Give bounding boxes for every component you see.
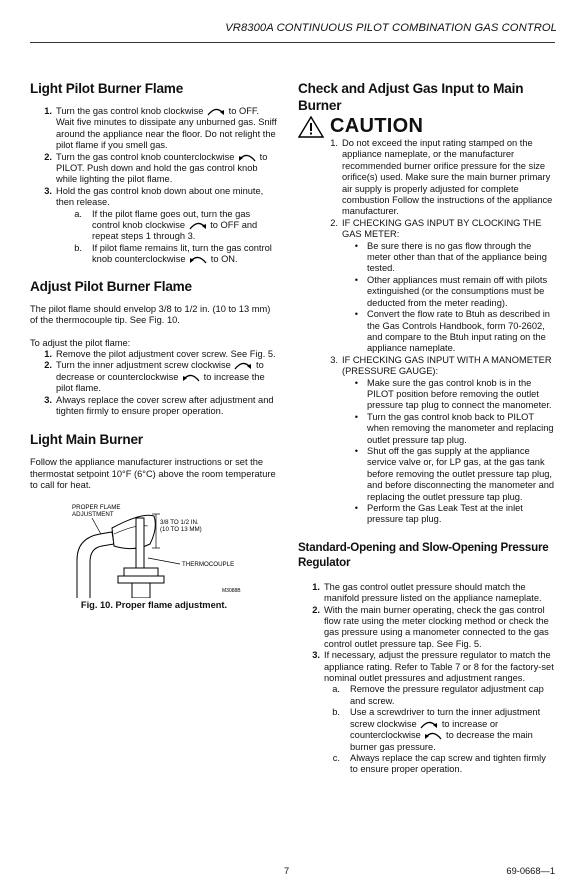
bullet-item: • Be sure there is no gas flow through the meter other than that of the appliance being tested. [354, 240, 547, 274]
list-item: 3. If necessary, adjust the pressure regulator to match the appliance rating. Refer to Table 7 or 8 for the factory-set nominal outlet pressures and adjustment ranges. [312, 650, 554, 684]
figure-code: M3088B [222, 588, 241, 594]
list-item: 3. Always replace the cover screw after adjustment and tighten firmly to ensure proper operation. [44, 394, 274, 416]
light-main-text: Follow the appliance manufacturer instructions or set the thermostat setpoint 10°F (6°C) above the room temperature to call for heat. [30, 457, 276, 491]
clockwise-arrow-icon [206, 107, 226, 116]
left-column [30, 80, 278, 492]
bullet-item: • Other appliances must remain off with pilots extinguished (or the consumptions must be deducted from the meter reading). [354, 274, 548, 308]
counterclockwise-arrow-icon [188, 255, 208, 264]
adjust-pilot-heading: Adjust Pilot Burner Flame [30, 278, 192, 294]
list-item: 2. IF CHECKING GAS INPUT BY CLOCKING THE GAS METER: [330, 217, 542, 240]
warning-triangle-icon [298, 116, 324, 138]
check-gas-heading: Check and Adjust Gas Input to Main Burner [298, 81, 524, 113]
clockwise-arrow-icon [188, 221, 208, 230]
bullet-item: • Perform the Gas Leak Test at the inlet pressure tap plug. [354, 503, 523, 525]
sub-item: c. Always replace the cap screw and tighten firmly to ensure proper operation. [332, 752, 546, 775]
figure-label-thermocouple: THERMOCOUPLE [182, 561, 235, 568]
sub-item: a. Remove the pressure regulator adjustment cap and screw. [332, 684, 544, 706]
caution-label: CAUTION [330, 115, 424, 138]
list-item: 3. Hold the gas control knob down about one minute, then release. [44, 185, 264, 208]
adjust-pilot-intro: The pilot flame should envelop 3/8 to 1/2 in. (10 to 13 mm) of the thermocouple tip. See Fig. 10. [30, 303, 271, 326]
flame-adjustment-figure [62, 498, 262, 598]
adjust-pilot-lead: To adjust the pilot flame: [30, 337, 131, 348]
right-column [298, 80, 556, 776]
list-item: 1. The gas control outlet pressure should match the manifold pressure listed on the appliance nameplate. [312, 581, 542, 604]
list-item: 1. Turn the gas control knob clockwise to OFF. Wait five minutes to dissipate any unburned gas. Sniff around the appliance near the floor. Do not relight the pilot flame if you smell gas. [44, 106, 277, 151]
list-item: 1. Remove the pilot adjustment cover screw. See Fig. 5. [44, 348, 276, 359]
regulator-heading: Standard-Opening and Slow-Opening Pressure Regulator [298, 540, 549, 569]
caution-block [298, 116, 556, 138]
figure-label-flame-2: ADJUSTMENT [72, 511, 114, 518]
bullet-item: • Turn the gas control knob back to PILOT when removing the manometer and replacing outlet pressure tap plug. [354, 411, 554, 445]
counterclockwise-arrow-icon [181, 373, 201, 382]
clockwise-arrow-icon [233, 361, 253, 370]
list-item: 2. With the main burner operating, check the gas control flow rate using the meter clocking method or check the gas pressure using a manometer connected to the gas control outlet pressure tap. See Fig. 5. [312, 604, 549, 649]
figure-caption: Fig. 10. Proper flame adjustment. [80, 600, 228, 610]
figure-label-size-1: 3/8 TO 1/2 IN. [160, 519, 199, 526]
list-item: 2. Turn the gas control knob counterclockwise to PILOT. Push down and hold the gas control knob while lighting the pilot flame. [44, 151, 268, 185]
page-number: 7 [284, 866, 290, 876]
list-item: 1. Do not exceed the input rating stamped on the appliance nameplate, or the manufacturer recommended burner orifice pressure for the size orifice(s) used. Make sure the main burner primary air supply is properly adjusted for complete combustion Follow the instructions of the appliance manufacturer. [330, 138, 553, 217]
light-main-heading: Light Main Burner [30, 432, 143, 448]
header-rule [30, 42, 555, 43]
sub-item: b. Use a screwdriver to turn the inner adjustment screw clockwise to increase or counterclockwise to decrease the main burner gas pressure. [332, 707, 541, 752]
bullet-item: • Make sure the gas control knob is in the PILOT position before removing the outlet pressure tap plug to connect the manometer. [354, 377, 552, 411]
bullet-item: • Shut off the gas supply at the appliance service valve or, for LP gas, at the gas tank before removing the outlet pressure tap plug, and before disconnecting the manometer and replacing the outlet pressure tap plug. [354, 445, 555, 502]
clockwise-arrow-icon [419, 720, 439, 729]
list-item: 3. IF CHECKING GAS INPUT WITH A MANOMETER (PRESSURE GAUGE): [330, 354, 552, 377]
sub-item: b. If pilot flame remains lit, turn the gas control knob counterclockwise to ON. [74, 242, 272, 265]
counterclockwise-arrow-icon [423, 731, 443, 740]
sub-item: a. If the pilot flame goes out, turn the gas control knob clockwise to OFF and repeat steps 1 through 3. [74, 208, 258, 242]
figure-label-flame-1: PROPER FLAME [72, 504, 121, 511]
list-item: 2. Turn the inner adjustment screw clockwise to decrease or counterclockwise to increase the pilot flame. [44, 360, 265, 394]
light-pilot-heading: Light Pilot Burner Flame [30, 81, 184, 96]
counterclockwise-arrow-icon [237, 153, 257, 162]
figure-label-size-2: (10 TO 13 MM) [160, 526, 202, 533]
bullet-item: • Convert the flow rate to Btuh as described in the Gas Controls Handbook, form 70-2602, and compare to the Btuh input rating on the appliance nameplate. [354, 309, 550, 354]
document-id: 69-0668—1 [506, 866, 555, 876]
running-header: VR8300A CONTINUOUS PILOT COMBINATION GAS CONTROL [225, 22, 557, 34]
